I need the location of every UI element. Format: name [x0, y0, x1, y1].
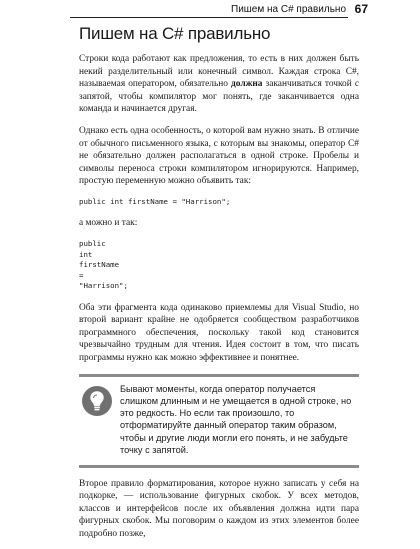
paragraph-1	[79, 53, 359, 116]
running-header-title: Пишем на C# правильно	[231, 4, 346, 15]
paragraph-1-start: Строки кода работают как предложения, то есть в них должен быть некий разделительный или конечный символ. Каждая строка C#, называемая оператором, обязательно	[79, 54, 359, 90]
running-header	[0, 0, 420, 20]
paragraph-3: а можно и так:	[79, 218, 138, 229]
section-title: Пишем на C# правильно	[79, 24, 271, 43]
header-rule	[70, 17, 348, 18]
paragraph-5: Второе правило форматирования, которое нужно записать у себя на подкорке, — использование фигурных скобок. У всех методов, классов и интерфейсов после их объявления должна идти пара фигурных скобок. Мы поговорим о каждом из этих элементов более подробно позже,	[79, 478, 359, 539]
note-text: Бывают моменты, когда оператор получается слишком длинным и не умещается в одной строке, но это редкость. Но если так произошло, то отформатируйте данный оператор таким образом, чтобы и другие люди могли его понять, и не забудьте точку с запятой.	[120, 383, 352, 455]
note-top-bar	[79, 374, 359, 377]
note-box	[79, 374, 359, 468]
paragraph-2: Однако есть одна особенность, о которой вам нужно знать. В отличие от обычного письменного языка, с которым вы знакомы, оператор C# не обязательно должен располагаться в одной строке. Пробелы и символы переноса строки компилятором игнорируются. Например, простую переменную можно объявить так:	[79, 125, 359, 187]
code-single-line: public int firstName = "Harrison";	[79, 196, 231, 206]
note-bottom-bar	[79, 465, 359, 468]
paragraph-1-end: заканчиваться точкой с запятой, чтобы компилятор мог понять, где заканчивается одна команда и начинается другая.	[79, 79, 359, 115]
page-content	[79, 24, 359, 549]
bold-term: должна	[231, 79, 263, 90]
page-number: 67	[354, 2, 368, 16]
lightbulb-icon	[82, 386, 112, 416]
paragraph-4: Оба эти фрагмента кода одинаково приемлемы для Visual Studio, но второй вариант крайне не одобряется сообществом разработчиков программного обеспечения, поскольку такой код становится чрезвычайно трудным для чтения. Идея состоит в том, что писать программы нужно как можно эффективнее и понятнее.	[79, 302, 359, 363]
code-multi-line: public int firstName = "Harrison";	[79, 239, 128, 291]
